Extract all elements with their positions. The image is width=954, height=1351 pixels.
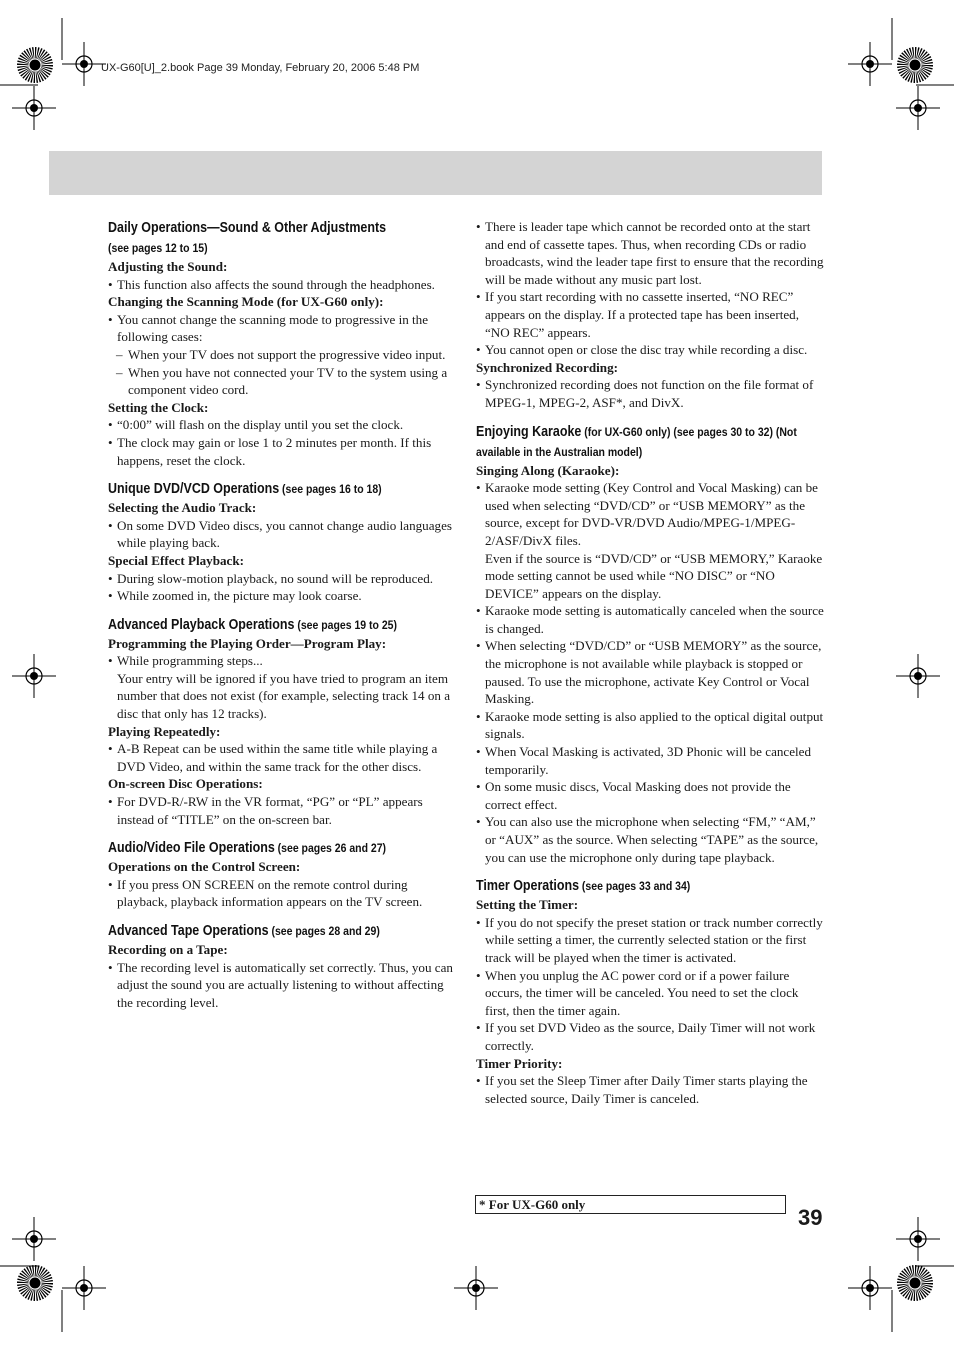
section-heading-title: Daily Operations—Sound & Other Adjustments [108, 220, 387, 236]
section-heading-title: Enjoying Karaoke [476, 423, 582, 440]
bullet-item: • You cannot change the scanning mode to progressive in the following cases: [108, 311, 458, 346]
section-heading-title: Timer Operations [476, 878, 580, 895]
subheading: Changing the Scanning Mode (for UX-G60 only): [108, 294, 384, 310]
subheading: Special Effect Playback: [108, 552, 245, 568]
section-heading-title: Advanced Playback Operations [108, 616, 295, 633]
page-number: 39 [798, 1205, 823, 1230]
section-heading-pages: (see pages 28 and 29) [268, 924, 380, 938]
section-heading-title: Audio/Video File Operations [108, 840, 275, 857]
bullet-item: • Karaoke mode setting is also applied to the optical digital output signals. [476, 708, 824, 743]
bullet-item: • For DVD-R/-RW in the VR format, “PG” or “PL” appears instead of “TITLE” on the on-screen bar. [108, 793, 458, 828]
bullet-item: • If you start recording with no cassette inserted, “NO REC” appears on the display. If a protected tape has been inserted, “NO REC” appears. [476, 288, 824, 341]
bullet-item: • When Vocal Masking is activated, 3D Phonic will be canceled temporarily. [476, 743, 824, 778]
continuation-text: Even if the source is “DVD/CD” or “USB MEMORY,” Karaoke mode setting cannot be used while “NO DISC” or “NO DEVICE” appears on the display. [485, 550, 823, 601]
subheading: Programming the Playing Order—Program Play: [108, 635, 387, 651]
bullet-item: • When you unplug the AC power cord or if a power failure occurs, the timer will be canceled. You need to set the clock first, then the timer again. [476, 967, 824, 1020]
subheading: Singing Along (Karaoke): [476, 462, 620, 478]
bullet-item: • On some DVD Video discs, you cannot change audio languages while playing back. [108, 517, 458, 552]
bullet-item: • While zoomed in, the picture may look coarse. [108, 587, 458, 605]
dash-item: – When your TV does not support the progressive video input. [108, 346, 458, 364]
bullet-item: • There is leader tape which cannot be recorded onto at the start and end of cassette tapes. Thus, when recording CDs or radio broadcasts, wind the leader tape first to ensure that the recording will be made without any music part lost. [476, 218, 824, 288]
section-heading-pages: (see pages 26 and 27) [274, 841, 387, 856]
bullet-item: • “0:00” will flash on the display until you set the clock. [108, 416, 458, 434]
section-heading-pages: (see pages 33 and 34) [579, 879, 691, 894]
subheading: Selecting the Audio Track: [108, 500, 257, 516]
section-heading-title: Unique DVD/VCD Operations [108, 481, 280, 498]
bullet-item: • Synchronized recording does not function on the file format of MPEG-1, MPEG-2, ASF*, and DivX. [476, 376, 824, 411]
subheading: Recording on a Tape: [108, 942, 228, 957]
bullet-item: • If you do not specify the preset station or track number correctly while setting a timer, the currently selected station or the first track will be played when the timer is activated. [476, 914, 824, 967]
bullet-item: • Karaoke mode setting (Key Control and Vocal Masking) can be used when selecting “DVD/CD” or “USB MEMORY” as the source, except for DVD-VR/DVD Audio/MPEG-1/MPEG-2/ASF/DivX files. [476, 479, 824, 549]
bullet-item: • While programming steps... [108, 652, 458, 670]
footnote-text: * For UX-G60 only [479, 1197, 586, 1212]
subheading: Synchronized Recording: [476, 359, 618, 375]
subheading: Timer Priority: [476, 1055, 563, 1071]
bullet-item: • If you press ON SCREEN on the remote control during playback, playback information appears on the TV screen. [108, 876, 458, 911]
section-heading-title: Advanced Tape Operations [108, 923, 269, 939]
bullet-item: • The clock may gain or lose 1 to 2 minutes per month. If this happens, reset the clock. [108, 434, 458, 469]
bullet-item: • On some music discs, Vocal Masking does not provide the correct effect. [476, 778, 824, 813]
bullet-item: • Karaoke mode setting is automatically canceled when the source is changed. [476, 602, 824, 637]
bullet-item: • If you set DVD Video as the source, Daily Timer will not work correctly. [476, 1019, 824, 1054]
section-heading-pages: (see pages 16 to 18) [279, 482, 382, 497]
section-heading-pages: (for UX-G60 only) (see pages 30 to 32) (Not available in the Australian model) [476, 424, 797, 459]
dash-item: – When you have not connected your TV to the system using a component video cord. [108, 364, 458, 399]
bullet-item: • This function also affects the sound through the headphones. [108, 276, 458, 294]
continuation-text: Your entry will be ignored if you have tried to program an item number that does not exist (for example, selecting track 14 on a disc that only has 12 tracks). [117, 670, 451, 722]
section-heading-pages: (see pages 19 to 25) [294, 617, 397, 632]
subheading: Setting the Clock: [108, 399, 209, 415]
bullet-item: • The recording level is automatically set correctly. Thus, you can adjust the sound you are actually listening to without affecting the recording level. [108, 959, 458, 1012]
bullet-item: • If you set the Sleep Timer after Daily Timer starts playing the selected source, Daily Timer is canceled. [476, 1072, 824, 1107]
subheading: Setting the Timer: [476, 897, 579, 913]
subheading: Adjusting the Sound: [108, 259, 228, 274]
bullet-item: • You can also use the microphone when selecting “FM,” “AM,” or “AUX” as the source. When selecting “TAPE” as the source, you can use the microphone only during tape playback. [476, 813, 824, 866]
bullet-item: • You cannot open or close the disc tray while recording a disc. [476, 341, 824, 359]
section-heading-pages-text: (see pages 12 to 15) [108, 241, 208, 255]
subheading: Playing Repeatedly: [108, 723, 221, 739]
print-header: UX-G60[U]_2.book Page 39 Monday, February 20, 2006 5:48 PM [101, 62, 420, 74]
subheading: On-screen Disc Operations: [108, 776, 263, 792]
bullet-item: • When selecting “DVD/CD” or “USB MEMORY” as the source, the microphone is not available while playback is stopped or paused. To use the microphone, activate Key Control or Vocal Masking. [476, 637, 824, 707]
bullet-item: • During slow-motion playback, no sound will be reproduced. [108, 570, 458, 588]
bullet-item: • A-B Repeat can be used within the same title while playing a DVD Video, and within the same track for the other discs. [108, 740, 458, 775]
subheading: Operations on the Control Screen: [108, 859, 301, 875]
